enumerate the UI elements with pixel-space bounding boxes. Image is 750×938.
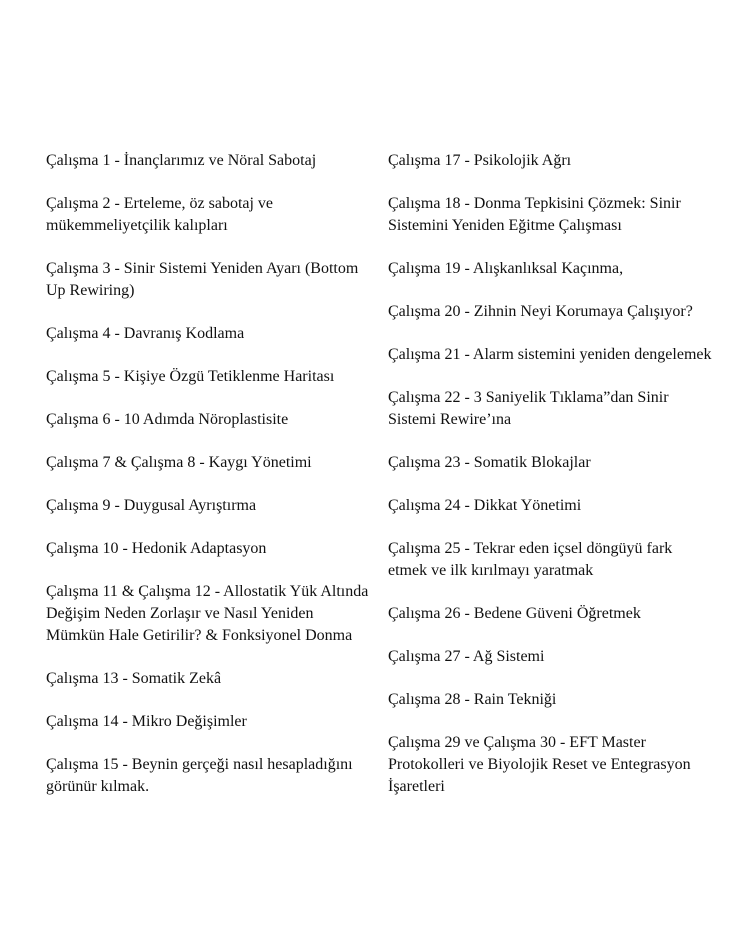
list-item-line: Çalışma 7 & Çalışma 8 - Kaygı Yönetimi xyxy=(46,454,312,471)
list-item xyxy=(388,258,750,280)
list-item xyxy=(388,495,750,517)
list-item-line: Çalışma 14 - Mikro Değişimler xyxy=(46,713,247,730)
list-item-line: Çalışma 4 - Davranış Kodlama xyxy=(46,325,245,342)
list-item-line: etmek ve ilk kırılmayı yaratmak xyxy=(388,562,594,579)
list-item-line: mükemmeliyetçilik kalıpları xyxy=(46,217,228,234)
right-column xyxy=(388,150,750,819)
list-item-line: Çalışma 2 - Erteleme, öz sabotaj ve xyxy=(46,195,274,212)
list-item-line: Çalışma 18 - Donma Tepkisini Çözmek: Sinir xyxy=(388,195,681,212)
list-item-line: Protokolleri ve Biyolojik Reset ve Entegrasyon xyxy=(388,756,691,773)
list-item-line: Çalışma 3 - Sinir Sistemi Yeniden Ayarı (Bottom xyxy=(46,260,359,277)
list-item-line: Çalışma 5 - Kişiye Özgü Tetiklenme Haritası xyxy=(46,368,335,385)
list-item xyxy=(46,323,376,345)
list-item-line: Çalışma 29 ve Çalışma 30 - EFT Master xyxy=(388,734,646,751)
list-item-line: Mümkün Hale Getirilir? & Fonksiyonel Donma xyxy=(46,627,353,644)
list-item xyxy=(388,603,750,625)
list-item-line: Çalışma 28 - Rain Tekniği xyxy=(388,691,557,708)
list-item-line: Çalışma 15 - Beynin gerçeği nasıl hesapladığını xyxy=(46,756,353,773)
list-item-line: Çalışma 22 - 3 Saniyelik Tıklama”dan Sinir xyxy=(388,389,669,406)
list-item-line: Sistemini Yeniden Eğitme Çalışması xyxy=(388,217,622,234)
list-item-line: İşaretleri xyxy=(388,778,445,795)
list-item xyxy=(46,754,376,798)
list-item xyxy=(388,344,750,366)
list-item-line: Çalışma 9 - Duygusal Ayrıştırma xyxy=(46,497,257,514)
list-item xyxy=(388,732,750,798)
list-item xyxy=(388,538,750,582)
list-item xyxy=(46,538,376,560)
list-item xyxy=(46,711,376,733)
list-item-line: Çalışma 6 - 10 Adımda Nöroplastisite xyxy=(46,411,289,428)
list-item xyxy=(46,452,376,474)
list-item xyxy=(46,581,376,647)
list-item xyxy=(46,193,376,237)
list-item xyxy=(388,387,750,431)
list-item xyxy=(388,150,750,172)
list-item-line: Çalışma 20 - Zihnin Neyi Korumaya Çalışıyor? xyxy=(388,303,693,320)
list-item-line: Değişim Neden Zorlaşır ve Nasıl Yeniden xyxy=(46,605,314,622)
list-item xyxy=(388,452,750,474)
list-item xyxy=(46,150,376,172)
list-item xyxy=(46,366,376,388)
list-item-line: Çalışma 13 - Somatik Zekâ xyxy=(46,670,222,687)
list-item xyxy=(46,495,376,517)
list-item xyxy=(46,409,376,431)
list-item xyxy=(388,193,750,237)
list-item xyxy=(46,668,376,690)
list-item-line: Çalışma 23 - Somatik Blokajlar xyxy=(388,454,591,471)
list-item-line: görünür kılmak. xyxy=(46,778,150,795)
list-item-line: Çalışma 21 - Alarm sistemini yeniden dengelemek xyxy=(388,346,712,363)
list-item xyxy=(388,301,750,323)
list-item-line: Çalışma 17 - Psikolojik Ağrı xyxy=(388,152,572,169)
list-item-line: Çalışma 19 - Alışkanlıksal Kaçınma, xyxy=(388,260,624,277)
list-item-line: Çalışma 27 - Ağ Sistemi xyxy=(388,648,545,665)
list-item-line: Çalışma 11 & Çalışma 12 - Allostatik Yük Altında xyxy=(46,583,369,600)
list-item-line: Çalışma 25 - Tekrar eden içsel döngüyü fark xyxy=(388,540,673,557)
list-item-line: Çalışma 10 - Hedonik Adaptasyon xyxy=(46,540,267,557)
list-item-line: Up Rewiring) xyxy=(46,282,135,299)
list-item-line: Sistemi Rewire’ına xyxy=(388,411,512,428)
list-item-line: Çalışma 1 - İnançlarımız ve Nöral Sabotaj xyxy=(46,152,317,169)
left-column xyxy=(46,150,376,805)
list-item-line: Çalışma 24 - Dikkat Yönetimi xyxy=(388,497,582,514)
list-item-line: Çalışma 26 - Bedene Güveni Öğretmek xyxy=(388,605,641,622)
list-item xyxy=(388,646,750,668)
list-item xyxy=(388,689,750,711)
list-item xyxy=(46,258,376,302)
